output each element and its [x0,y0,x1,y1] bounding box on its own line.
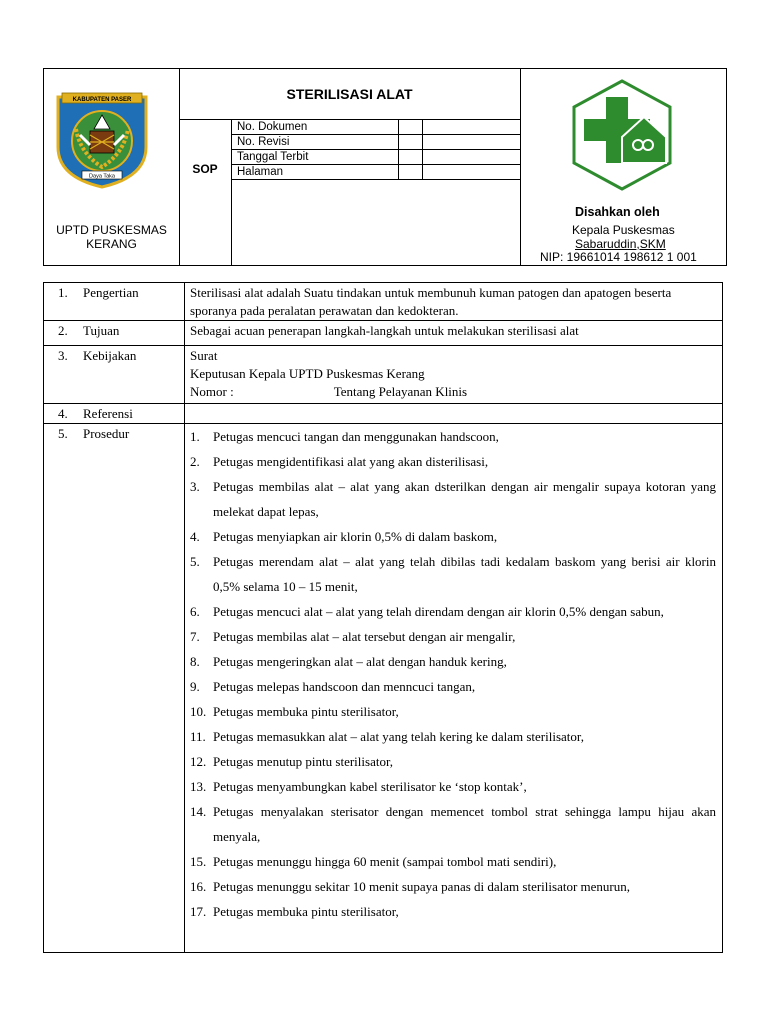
doc-row-label: No. Dokumen [237,121,308,133]
procedure-step-number: 2. [190,454,200,469]
procedure-step [190,749,716,774]
section-term-cell [44,321,185,345]
procedure-step-number: 12. [190,754,207,769]
procedure-step-text: Petugas membuka pintu sterilisator, [213,904,399,919]
sop-content-table [43,282,723,953]
procedure-step [190,549,716,599]
doc-row-issue-date [232,150,520,165]
procedure-step-text: Petugas menutup pintu sterilisator, [213,754,394,769]
procedure-step-number: 16. [190,879,207,894]
procedure-step [190,724,716,749]
procedure-step-text: Petugas mencuci alat – alat yang telah direndam dengan air klorin 0,5% dengan sabun, [213,604,664,619]
procedure-step-number: 9. [190,679,200,694]
approval-heading: Disahkan oleh [575,205,660,219]
section-row-reference [44,404,722,424]
section-term: Tujuan [83,323,120,338]
procedure-step-text: Petugas mengidentifikasi alat yang akan disterilisasi, [213,454,489,469]
puskesmas-logo-icon [570,79,674,191]
procedure-step [190,699,716,724]
doc-row-divider [398,135,399,149]
procedure-step-text: Petugas membilas alat – alat tersebut dengan air mengalir, [213,629,516,644]
procedure-step [190,599,716,624]
doc-row-divider [398,150,399,164]
section-number: 4. [58,406,68,421]
procedure-step-number: 17. [190,904,207,919]
emblem-banner-text: KABUPATEN PASER [72,97,132,103]
section-content-cell [185,424,722,926]
section-content-cell [185,404,722,407]
procedure-step [190,449,716,474]
section-term-cell [44,346,185,403]
emblem-motto-text: Daya Taka [89,173,115,180]
section-content-cell [185,283,722,322]
procedure-step-number: 13. [190,779,207,794]
doc-row-revision [232,135,520,150]
doc-row-label: Tanggal Terbit [237,151,309,163]
sop-cell [179,120,232,265]
procedure-step-number: 5. [190,554,200,569]
procedure-step [190,524,716,549]
section-term: Kebijakan [83,348,137,363]
section-row-definition [44,283,722,321]
procedure-step [190,424,716,449]
procedure-step [190,624,716,649]
procedure-step [190,799,716,849]
procedure-step-number: 8. [190,654,200,669]
procedure-step-number: 4. [190,529,200,544]
section-row-purpose [44,321,722,346]
section-term: Referensi [83,406,133,421]
doc-row-number [232,120,520,135]
doc-row-page [232,165,520,180]
section-term: Pengertian [83,285,139,300]
header-logo-cell [44,69,180,265]
doc-row-divider [422,135,423,149]
section-text: Sterilisasi alat adalah Suatu tindakan untuk membunuh kuman patogen dan apatogen beserta sporanya pada peralatan perawatan dan kedokteran. [190,285,672,318]
procedure-step [190,774,716,799]
section-number: 5. [58,426,68,441]
procedure-step-text: Petugas mengeringkan alat – alat dengan handuk kering, [213,654,507,669]
sop-header [43,68,727,266]
section-row-policy [44,346,722,404]
procedure-step-number: 10. [190,704,207,719]
section-number: 3. [58,348,68,363]
organization-name: UPTD PUSKESMAS KERANG [56,223,167,251]
procedure-step-text: Petugas memasukkan alat – alat yang telah kering ke dalam sterilisator, [213,729,584,744]
procedure-step-number: 15. [190,854,207,869]
doc-row-divider [422,150,423,164]
procedure-steps-list [190,424,716,924]
section-term: Prosedur [83,426,130,441]
procedure-step-text: Petugas membilas alat – alat yang akan dsterilkan dengan air mengalir supaya kotoran yang melekat dapat lepas, [213,479,716,519]
procedure-step-number: 6. [190,604,200,619]
procedure-step [190,874,716,899]
procedure-step-text: Petugas membuka pintu sterilisator, [213,704,399,719]
section-term-cell [44,283,185,320]
procedure-step-text: Petugas mencuci tangan dan menggunakan handscoon, [213,429,499,444]
section-term-cell [44,424,185,952]
procedure-step-number: 1. [190,429,200,444]
approval-position: Kepala Puskesmas [572,223,675,237]
doc-row-divider [422,165,423,179]
procedure-step-number: 3. [190,479,200,494]
procedure-step-text: Petugas merendam alat – alat yang telah dibilas tadi kedalam baskom yang berisi air klorin 0,5% selama 10 – 15 menit, [213,554,716,594]
approval-name: Sabaruddin,SKM [575,237,666,251]
doc-row-label: Halaman [237,166,284,178]
doc-row-divider [422,120,423,134]
sop-label: SOP [192,162,218,176]
procedure-step-text: Petugas menyambungkan kabel sterilisator ke ‘stop kontak’, [213,779,527,794]
procedure-step-text: Petugas menyalakan sterisator dengan memencet tombol strat sehingga lampu hijau akan menyala, [213,804,716,844]
policy-line-3 [190,383,716,401]
procedure-step [190,899,716,924]
procedure-step [190,674,716,699]
doc-row-label: No. Revisi [237,136,290,148]
procedure-step-text: Petugas menunggu hingga 60 menit (sampai tombol mati sendiri), [213,854,557,869]
section-number: 1. [58,285,68,300]
procedure-step [190,474,716,524]
doc-row-divider [398,120,399,134]
section-content-cell [185,346,722,403]
policy-number-label: Nomor : [190,384,234,399]
document-title: STERILISASI ALAT [179,69,521,120]
section-term-cell [44,404,185,423]
procedure-step-number: 11. [190,729,206,744]
policy-line-1: Surat [190,348,218,363]
procedure-step-number: 7. [190,629,200,644]
approval-nip: NIP: 19661014 198612 1 001 [540,250,697,264]
section-text: Sebagai acuan penerapan langkah-langkah untuk melakukan sterilisasi alat [190,323,579,338]
doc-table-border [520,120,521,265]
doc-row-divider [398,165,399,179]
regency-emblem-icon [50,89,154,189]
procedure-step-text: Petugas menunggu sekitar 10 menit supaya panas di dalam sterilisator menurun, [213,879,630,894]
policy-line-2: Keputusan Kepala UPTD Puskesmas Kerang [190,366,425,381]
procedure-step [190,849,716,874]
section-number: 2. [58,323,68,338]
section-content-cell [185,321,722,342]
procedure-step [190,649,716,674]
procedure-step-number: 14. [190,804,207,819]
policy-subject: Tentang Pelayanan Klinis [333,384,468,399]
procedure-step-text: Petugas melepas handscoon dan menncuci tangan, [213,679,476,694]
procedure-step-text: Petugas menyiapkan air klorin 0,5% di dalam baskom, [213,529,498,544]
section-row-procedure [44,424,722,952]
